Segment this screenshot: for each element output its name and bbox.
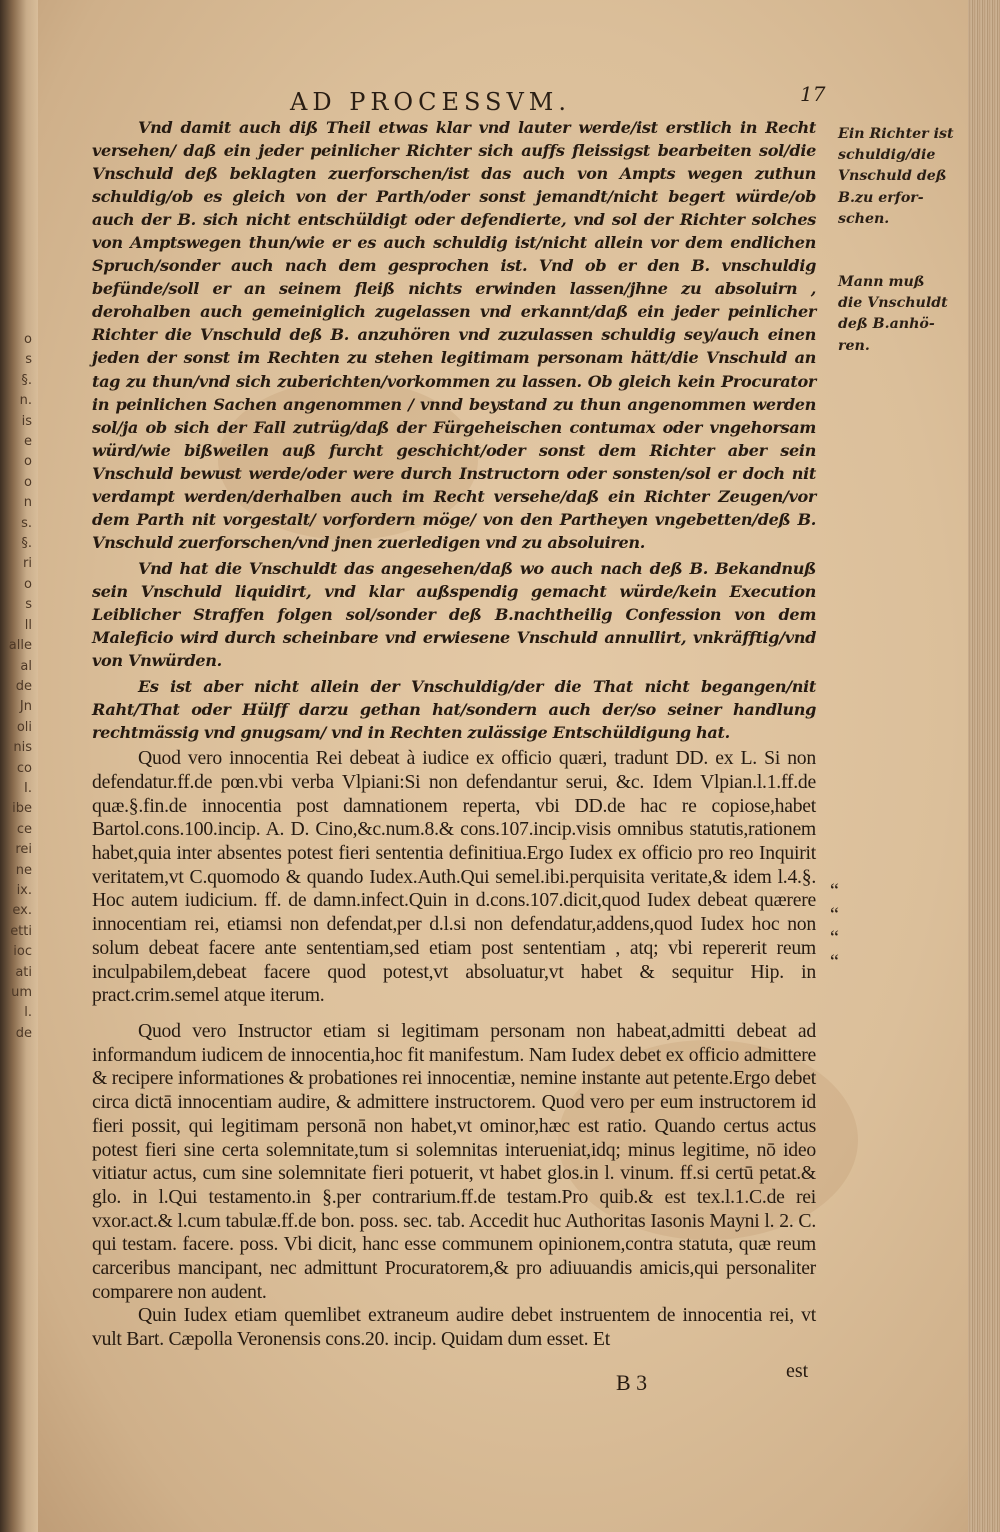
facing-page-fragment: §. xyxy=(21,536,32,552)
latin-paragraph-1: Quod vero innocentia Rei debeat à iudice ex officio quæri, tradunt DD. ex L. Si non defendatur.ff.de pœn.vbi verba Vlpiani:Si non defendantur serui, &c. Idem Vlpian.l.1.ff.de quæ.§.fin.de innocentia post damnationem reperta, vbi DD.de hac re copiose,habet Bartol.cons.100.incip. A. D. Cino,&c.num.8.& cons.107.incip.visis omnibus statutis,rationem habet,quia inter absentes potest fieri sententia definitiua.Ergo Iudex ex officio pro reo Inquirit veritatem,vt C.quomodo & quando Iudex.Auth.Qui semel.ibi.perquisita veritate,& idem l.4.§. Hoc autem iudicium. ff. de damn.infect.Quin in d.cons.107.dicit,quod Iudex debeat quærere innocentiam rei, etiamsi non defendat,per d.l.si non defendatur,addens,quod Iudex hoc non solum debeat facere ante sententiam,sed etiam post sententiam , atq; vbi repererit reum inculpabilem,debeat facere quod potest,vt absoluatur,vt habet & sequitur Hip. in pract.crim.semel atque iterum. xyxy=(92,747,816,1007)
facing-page-fragment: l. xyxy=(24,1005,32,1021)
facing-page-fragment: ati xyxy=(15,964,32,980)
catchword: est xyxy=(786,1360,809,1382)
quote-mark: “ xyxy=(830,880,839,902)
facing-page-fragment: s xyxy=(25,352,32,368)
marginal-line: Ein Richter ist xyxy=(838,126,954,142)
facing-page-fragment: al xyxy=(20,658,32,674)
quotation-marks-column xyxy=(830,880,850,975)
quote-mark: “ xyxy=(830,927,839,950)
german-paragraph-1: Vnd damit auch diß Theil etwas klar vnd lauter werde/ist erstlich in Recht versehen/ daß ein jeder peinlicher Richter sich auffs fleissigst bearbeiten sol/die Vnschuld deß beklagten zuerforschen/ist das auch von Ampts wegen zuthun schuldig/ob es gleich von der Parth/oder sonst jemandt/nicht begert würde/ob auch der B. sich nicht entschüldigt oder defendierte, vnd sol der Richter solches von Amptswegen thun/wie er es auch schuldig ist/nicht allein vor dem endlichen Spruch/sonder auch nach dem gesprochen ist. Vnd ob er den B. vnschuldig befünde/soll er an seinem fleiß nichts erwinden lassen/jhne zu absoluirn , derohalben auch gemeiniglich zugelassen vnd erkannt/daß ein jeder peinlicher Richter die Vnschuld deß B. anzuhören vnd zuzulassen schuldig sey/auch einen jeden der sonst im Rechten zu stehen legitimam personam hätt/die Vnschuld an tag zu thun/vnd sich zuberichten/vorkommen zu lassen. Ob gleich kein Procurator in peinlichen Sachen angenommen / vnnd beystand zu thun angenommen werden sol/ja ob sich der Fall zutrüg/daß der Fürgeheischen contumax oder vngehorsam würd/wie bißweilen auß furcht geschicht/oder sonst dem Richter aber sein Vnschuld bewust werde/oder were durch Instructorn oder sonsten/sol er doch nit verdampt werden/derhalben auch im Recht versehe/daß ein Richter Zeugen/vor dem Parth nit vorgestalt/ vorfordern möge/ von den Partheyen vngebetten/deß B. Vnschuld zuerforschen/vnd jnen zuerledigen vnd zu absoluiren. xyxy=(92,118,816,552)
facing-page-fragment: ex. xyxy=(12,903,32,919)
facing-page-edge-text xyxy=(0,330,34,1044)
facing-page-fragment: ibe xyxy=(12,801,32,817)
facing-page-fragment: de xyxy=(15,678,32,694)
facing-page-fragment: s. xyxy=(21,515,32,531)
facing-page-fragment: um xyxy=(11,985,32,1000)
signature-mark: B 3 xyxy=(616,1370,648,1395)
facing-page-fragment: o xyxy=(24,576,32,592)
facing-page-fragment: oli xyxy=(16,719,32,735)
facing-page-fragment: nis xyxy=(13,740,32,756)
main-text-block xyxy=(92,116,816,1352)
facing-page-fragment: Jn xyxy=(19,699,32,715)
marginal-line: schuldig/die xyxy=(838,147,936,164)
facing-page-fragment: ioc xyxy=(13,944,32,960)
quote-mark: “ xyxy=(830,951,839,974)
facing-page-fragment: §. xyxy=(21,372,32,388)
facing-page-fragment: n. xyxy=(19,393,32,409)
marginal-line: deß B.anhö- xyxy=(838,316,935,333)
facing-page-fragment: s xyxy=(25,597,32,613)
quote-mark: “ xyxy=(830,903,839,926)
german-paragraph-2: Vnd hat die Vnschuldt das angesehen/daß wo auch nach deß B. Bekandnuß sein Vnschuld liquidirt, vnd klar außspendig gemacht würde/kein Execution Leiblicher Straffen folgen sol/sonder deß B.nachtheilig Confession von dem Maleficio wird durch scheinbare vnd erwiesene Vnschuld annullirt, vnkräfftig/vnd von Vnwürden. xyxy=(92,558,816,671)
facing-page-fragment: co xyxy=(16,760,32,776)
marginal-line: schen. xyxy=(838,210,890,227)
running-head: AD PROCESSVM. xyxy=(290,88,571,116)
facing-page-fragment: ri xyxy=(23,556,32,572)
page-fore-edge xyxy=(968,0,1000,1532)
german-paragraph-3: Es ist aber nicht allein der Vnschuldig/der die That nicht begangen/nit Raht/That oder Hülff darzu gethan hat/sondern auch der/so seiner handlung rechtmässig vnd gnugsam/ vnd in Rechten zulässige Entschüldigung hat. xyxy=(92,677,816,743)
facing-page-fragment: alle xyxy=(8,638,32,654)
marginal-note-hear-innocence xyxy=(838,272,958,357)
marginal-line: Mann muß xyxy=(838,274,925,290)
facing-page-fragment: o xyxy=(24,474,32,490)
page-number: 17 xyxy=(800,82,826,106)
marginal-note-judge-duty xyxy=(838,124,958,230)
facing-page-fragment: ix. xyxy=(16,882,32,898)
latin-paragraph-2: Quod vero Instructor etiam si legitimam personam non habeat,admitti debeat ad informandum iudicem de innocentia,hoc fit manifestum. Nam Iudex debet ex officio admittere & recipere informationes & probationes rei innocentiæ, nemine instante aut petente.Ergo debet circa dictā innocentiam audire, & admittere instructorem. Quod vero per eum instructorem id fieri possit, qui legitimam personā non habet,vt ominor,hæc est ratio. Quando certus actus potest fieri sine certa solemnitate,tum si solemnitas interueniat,idq; minus legitime, nō ideo vitiatur actus, cum sine solemnitate fieri potuerit, vt habet glos.in l. vinum. ff.si certū petat.& glo. in l.Qui testamento.in §.per contrarium.ff.de testam.Pro quib.& est tex.l.1.C.de rei vxor.act.& l.cum tabulæ.ff.de bon. poss. sec. tab. Accedit huc Authoritas Iasonis Mayni l. 2. C. qui testam. facere. poss. Vbi dicit, hanc esse communem opinionem,contra statuta, quæ reum carceribus mancipant, nec admittunt Procuratorem,& pro adiuuandis amicis,qui personaliter comparere non audent. xyxy=(92,1020,816,1303)
facing-page-fragment: o xyxy=(24,454,32,470)
facing-page-fragment: ll xyxy=(24,617,32,633)
facing-page-fragment: etti xyxy=(10,923,32,939)
facing-page-fragment: ne xyxy=(15,862,32,878)
marginal-line: die Vnschuldt xyxy=(838,295,948,312)
latin-paragraph-3: Quin Iudex etiam quemlibet extraneum audire debet instruentem de innocentia rei, vt vult Bart. Cæpolla Veronensis cons.20. incip. Quidam dum esset. Et xyxy=(92,1304,816,1351)
facing-page-fragment: de xyxy=(15,1025,32,1041)
facing-page-fragment: e xyxy=(24,434,32,450)
facing-page-fragment: is xyxy=(21,413,32,429)
facing-page-fragment: n xyxy=(23,495,32,511)
facing-page-fragment: rei xyxy=(15,842,32,858)
facing-page-fragment: ce xyxy=(16,821,32,837)
marginal-line: B.zu erfor- xyxy=(838,189,924,206)
marginal-line: Vnschuld deß xyxy=(838,168,947,185)
facing-page-fragment: o xyxy=(24,332,32,347)
facing-page-fragment: I. xyxy=(24,780,32,796)
marginal-line: ren. xyxy=(838,337,870,354)
